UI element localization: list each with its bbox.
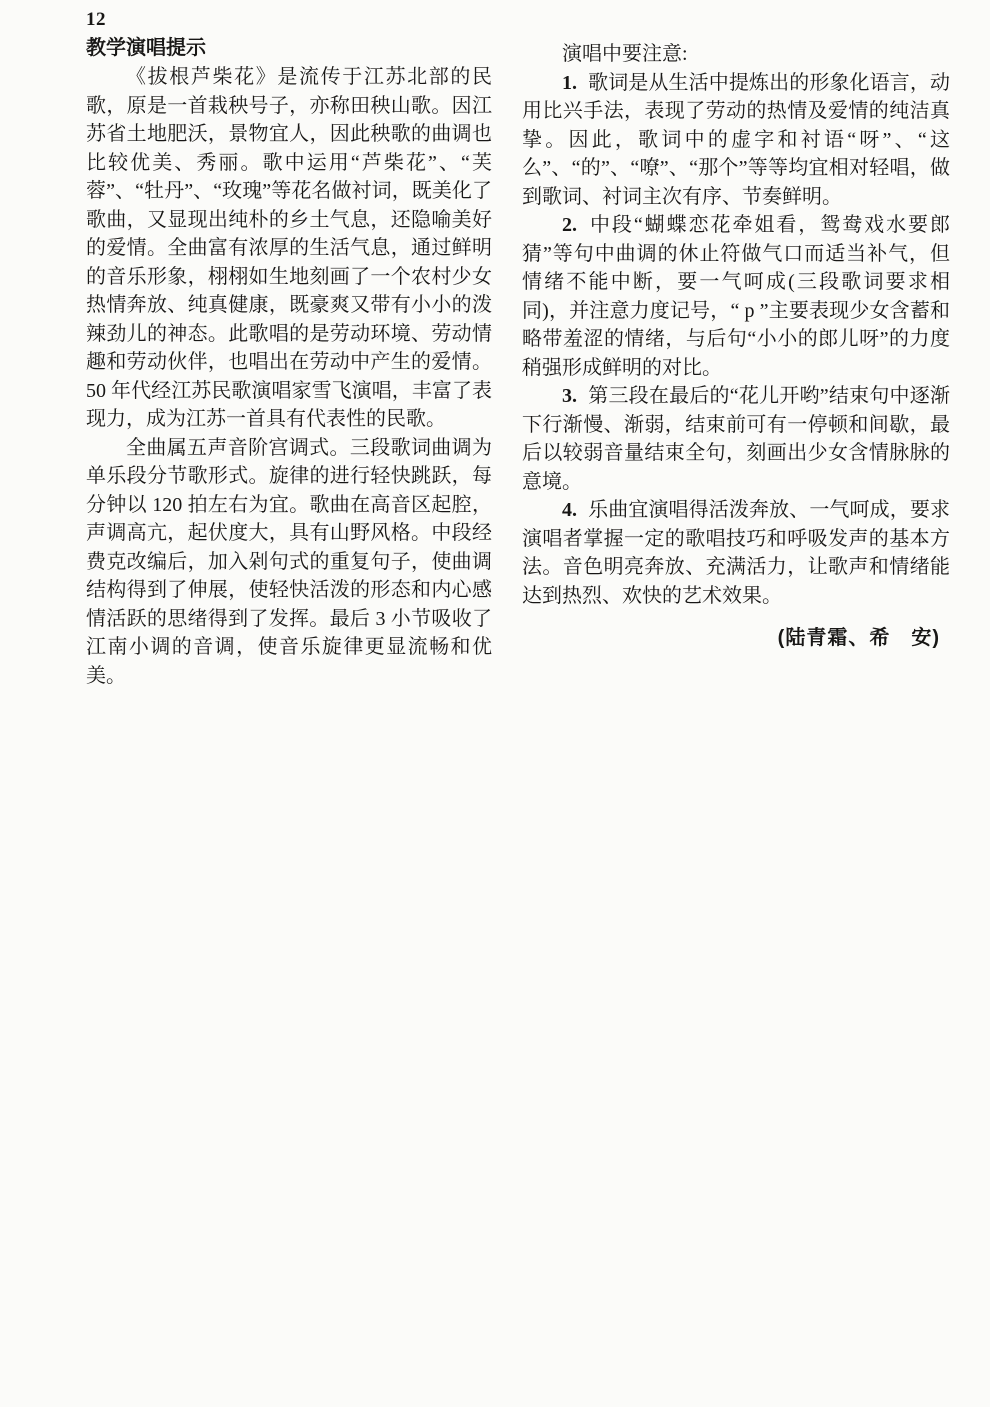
paragraph-song-background: 《拔根芦柴花》是流传于江苏北部的民歌，原是一首栽秧号子，亦称田秧山歌。因江苏省土地肥沃，景物宜人，因此秧歌的曲调也比较优美、秀丽。歌中运用“芦柴花”、“芙蓉”、“牡丹”、“玫瑰”等花名做衬词，既美化了歌曲，又显现出纯朴的乡土气息，还隐喻美好的爱情。全曲富有浓厚的生活气息，通过鲜明的音乐形象，栩栩如生地刻画了一个农村少女热情奔放、纯真健康，既豪爽又带有小小的泼辣劲儿的神态。此歌唱的是劳动环境、劳动情趣和劳动伙伴，也唱出在劳动中产生的爱情。 50 年代经江苏民歌演唱家雪飞演唱，丰富了表现力，成为江苏一首具有代表性的民歌。 — [86, 66, 492, 430]
note-item-text: 歌词是从生活中提炼出的形象化语言，动用比兴手法，表现了劳动的热情及爱情的纯洁真挚。因此，歌词中的虚字和衬语“呀”、“这么”、“的”、“嘹”、“那个”等等均宜相对轻唱，做到歌词、衬词主次有序、节奏鲜明。 — [522, 71, 950, 208]
note-item-number: 1. — [562, 71, 577, 94]
note-item-1 — [522, 69, 950, 212]
section-heading-teaching-tips: 教学演唱提示 — [86, 37, 206, 59]
note-item-number: 2. — [562, 214, 577, 236]
right-column — [522, 6, 950, 653]
note-item-text: 第三段在最后的“花儿开哟”结束句中逐渐下行渐慢、渐弱，结束前可有一停顿和间歇，最后以较弱音量结束全句，刻画出少女含情脉脉的意境。 — [522, 385, 950, 493]
note-item-number: 3. — [562, 385, 577, 407]
page-number: 12 — [86, 9, 106, 30]
two-column-layout — [86, 6, 950, 690]
note-item-text: 乐曲宜演唱得活泼奔放、一气呵成，要求演唱者掌握一定的歌唱技巧和呼吸发声的基本方法。音色明亮奔放、充满活力，让歌声和情绪能达到热烈、欢快的艺术效果。 — [522, 499, 950, 607]
note-item-number: 4. — [562, 499, 577, 521]
author-signature: (陆青霜、希 安) — [777, 627, 940, 649]
note-item-3 — [522, 382, 950, 496]
paragraph-musical-structure: 全曲属五声音阶宫调式。三段歌词曲调为单乐段分节歌形式。旋律的进行轻快跳跃，每分钟以 120 拍左右为宜。歌曲在高音区起腔，声调高亢，起伏度大，具有山野风格。中段经费克改编后，加入剁句式的重复句子，使曲调结构得到了伸展，使轻快活泼的形态和内心感情活跃的思绪得到了发挥。最后 3 小节吸收了江南小调的音调，使音乐旋律更显流畅和优美。 — [86, 436, 492, 687]
left-column — [86, 6, 492, 690]
note-item-2 — [522, 211, 950, 382]
note-item-text: 中段“蝴蝶恋花牵姐看，鸳鸯戏水要郎猜”等句中曲调的休止符做气口而适当补气，但情绪不能中断，要一气呵成(三段歌词要求相同)，并注意力度记号，“ p ”主要表现少女含蓄和略带羞涩的情绪，与后句“小小的郎儿呀”的力度稍强形成鲜明的对比。 — [522, 214, 950, 379]
note-item-4 — [522, 496, 950, 610]
notes-intro: 演唱中要注意: — [562, 43, 688, 65]
